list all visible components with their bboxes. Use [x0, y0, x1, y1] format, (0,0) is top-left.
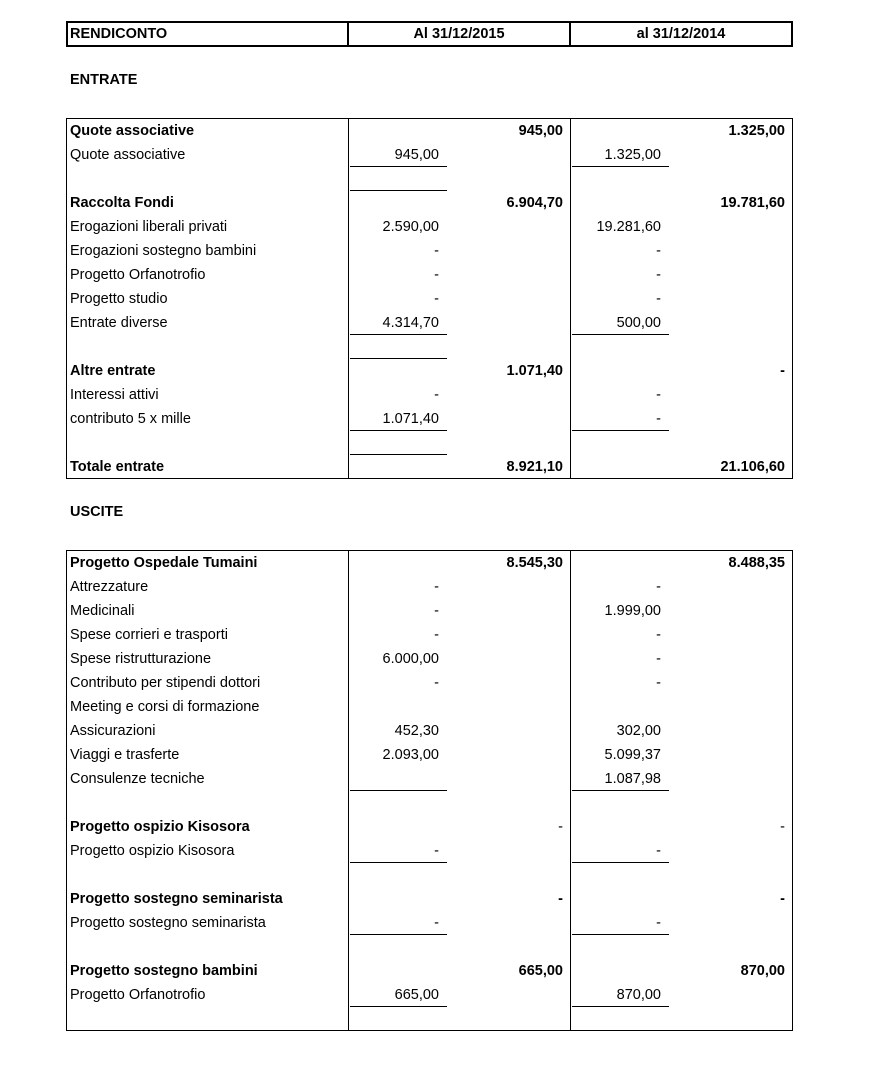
subtotal-rule — [572, 166, 669, 167]
value-2014: - — [656, 843, 661, 859]
value-2014: 302,00 — [616, 723, 661, 739]
row-label: Spese corrieri e trasporti — [70, 627, 228, 643]
table-row — [67, 239, 792, 263]
row-label: Viaggi e trasferte — [70, 747, 180, 763]
row-label: Medicinali — [70, 603, 135, 619]
header-year-2015: Al 31/12/2015 — [349, 23, 571, 45]
value-2015: 1.071,40 — [382, 411, 439, 427]
row-label: Progetto ospizio Kisosora — [70, 843, 235, 859]
kisosora-section-label: Progetto ospizio Kisosora — [70, 819, 250, 835]
subtotal-rule — [572, 790, 669, 791]
row-label: Quote associative — [70, 147, 186, 163]
value-2015: 452,30 — [394, 723, 439, 739]
row-label: Progetto studio — [70, 291, 168, 307]
value-2014: 1.325,00 — [604, 147, 661, 163]
table-row — [67, 599, 792, 623]
value-2015: - — [434, 387, 439, 403]
row-label: Consulenze tecniche — [70, 771, 205, 787]
subtotal-rule — [350, 1006, 447, 1007]
raccolta-total-2015: 6.904,70 — [506, 195, 563, 211]
spacer-row — [67, 1007, 792, 1031]
value-2015: - — [434, 291, 439, 307]
spacer-row — [67, 935, 792, 959]
table-row — [67, 215, 792, 239]
value-2015: - — [434, 843, 439, 859]
seminarista-section-row — [67, 887, 792, 911]
value-2015: 945,00 — [394, 147, 439, 163]
value-2014: 500,00 — [616, 315, 661, 331]
value-2014: - — [656, 267, 661, 283]
subtotal-rule — [572, 334, 669, 335]
table-row — [67, 575, 792, 599]
seminarista-total-2014: - — [780, 891, 785, 907]
value-2015: 4.314,70 — [382, 315, 439, 331]
row-label: Progetto Orfanotrofio — [70, 987, 206, 1003]
table-row — [67, 983, 792, 1007]
uscite-title: USCITE — [70, 504, 124, 520]
tumaini-section-label: Progetto Ospedale Tumaini — [70, 555, 258, 571]
value-2015: - — [434, 267, 439, 283]
entrate-table — [66, 118, 793, 479]
value-2014: 1.999,00 — [604, 603, 661, 619]
table-row — [67, 671, 792, 695]
totale-entrate-2015: 8.921,10 — [506, 459, 563, 475]
row-label: Contributo per stipendi dottori — [70, 675, 261, 691]
header-label: RENDICONTO — [68, 23, 349, 45]
subtotal-rule — [350, 430, 447, 431]
value-2015: 665,00 — [394, 987, 439, 1003]
subtotal-rule — [350, 790, 447, 791]
value-2015: 2.590,00 — [382, 219, 439, 235]
value-2015: - — [434, 627, 439, 643]
tumaini-total-2015: 8.545,30 — [506, 555, 563, 571]
value-2014: - — [656, 291, 661, 307]
table-row — [67, 623, 792, 647]
bambini-section-label: Progetto sostegno bambini — [70, 963, 258, 979]
subtotal-rule — [350, 934, 447, 935]
table-row — [67, 743, 792, 767]
subtotal-rule — [572, 430, 669, 431]
raccolta-section-label: Raccolta Fondi — [70, 195, 174, 211]
subtotal-rule — [572, 934, 669, 935]
value-2014: 1.087,98 — [604, 771, 661, 787]
subtotal-rule — [350, 862, 447, 863]
table-row — [67, 695, 792, 719]
value-2014: - — [656, 243, 661, 259]
spacer-row — [67, 431, 792, 455]
value-2014: 870,00 — [616, 987, 661, 1003]
table-row — [67, 767, 792, 791]
kisosora-section-row — [67, 815, 792, 839]
value-2014: - — [656, 915, 661, 931]
value-2015: - — [434, 915, 439, 931]
subtotal-rule — [350, 334, 447, 335]
table-row — [67, 647, 792, 671]
bambini-total-2014: 870,00 — [740, 963, 785, 979]
subtotal-rule — [350, 166, 447, 167]
spacer-row — [67, 335, 792, 359]
table-row — [67, 407, 792, 431]
quote-section-label: Quote associative — [70, 123, 195, 139]
table-row — [67, 839, 792, 863]
value-2015: - — [434, 243, 439, 259]
quote-total-2014: 1.325,00 — [728, 123, 785, 139]
report-header — [66, 21, 793, 47]
quote-total-2015: 945,00 — [518, 123, 563, 139]
raccolta-section-row — [67, 191, 792, 215]
table-row — [67, 311, 792, 335]
value-2015: - — [434, 603, 439, 619]
row-label: contributo 5 x mille — [70, 411, 191, 427]
value-2015: - — [434, 579, 439, 595]
totale-entrate-2014: 21.106,60 — [720, 459, 785, 475]
row-label: Progetto sostegno seminarista — [70, 915, 266, 931]
tumaini-section-row — [67, 551, 792, 575]
subtotal-rule — [572, 862, 669, 863]
value-2014: - — [656, 627, 661, 643]
seminarista-section-label: Progetto sostegno seminarista — [70, 891, 283, 907]
seminarista-total-2015: - — [558, 891, 563, 907]
bambini-total-2015: 665,00 — [518, 963, 563, 979]
row-label: Assicurazioni — [70, 723, 156, 739]
table-row — [67, 911, 792, 935]
entrate-title: ENTRATE — [70, 72, 138, 88]
value-2014: - — [656, 411, 661, 427]
row-label: Attrezzature — [70, 579, 149, 595]
table-row — [67, 263, 792, 287]
table-row — [67, 143, 792, 167]
totale-entrate-row — [67, 455, 792, 479]
value-2015: 2.093,00 — [382, 747, 439, 763]
spacer-row — [67, 791, 792, 815]
tumaini-total-2014: 8.488,35 — [728, 555, 785, 571]
altre-total-2014: - — [780, 363, 785, 379]
totale-entrate-label: Totale entrate — [70, 459, 165, 475]
header-year-2014: al 31/12/2014 — [636, 26, 726, 42]
quote-section-row — [67, 119, 792, 143]
row-label: Meeting e corsi di formazione — [70, 699, 260, 715]
value-2015: - — [434, 675, 439, 691]
spacer-row — [67, 167, 792, 191]
row-label: Spese ristrutturazione — [70, 651, 212, 667]
kisosora-total-2015: - — [558, 819, 563, 835]
table-row — [67, 287, 792, 311]
row-label: Interessi attivi — [70, 387, 159, 403]
altre-total-2015: 1.071,40 — [506, 363, 563, 379]
altre-section-label: Altre entrate — [70, 363, 156, 379]
table-row — [67, 383, 792, 407]
value-2014: - — [656, 651, 661, 667]
uscite-table — [66, 550, 793, 1031]
value-2014: - — [656, 675, 661, 691]
row-label: Erogazioni sostegno bambini — [70, 243, 257, 259]
bambini-section-row — [67, 959, 792, 983]
subtotal-rule — [572, 1006, 669, 1007]
value-2014: 19.281,60 — [596, 219, 661, 235]
row-label: Progetto Orfanotrofio — [70, 267, 206, 283]
altre-section-row — [67, 359, 792, 383]
value-2014: - — [656, 387, 661, 403]
row-label: Entrate diverse — [70, 315, 168, 331]
row-label: Erogazioni liberali privati — [70, 219, 228, 235]
spacer-row — [67, 863, 792, 887]
value-2014: 5.099,37 — [604, 747, 661, 763]
table-row — [67, 719, 792, 743]
value-2014: - — [656, 579, 661, 595]
kisosora-total-2014: - — [780, 819, 785, 835]
value-2015: 6.000,00 — [382, 651, 439, 667]
raccolta-total-2014: 19.781,60 — [720, 195, 785, 211]
